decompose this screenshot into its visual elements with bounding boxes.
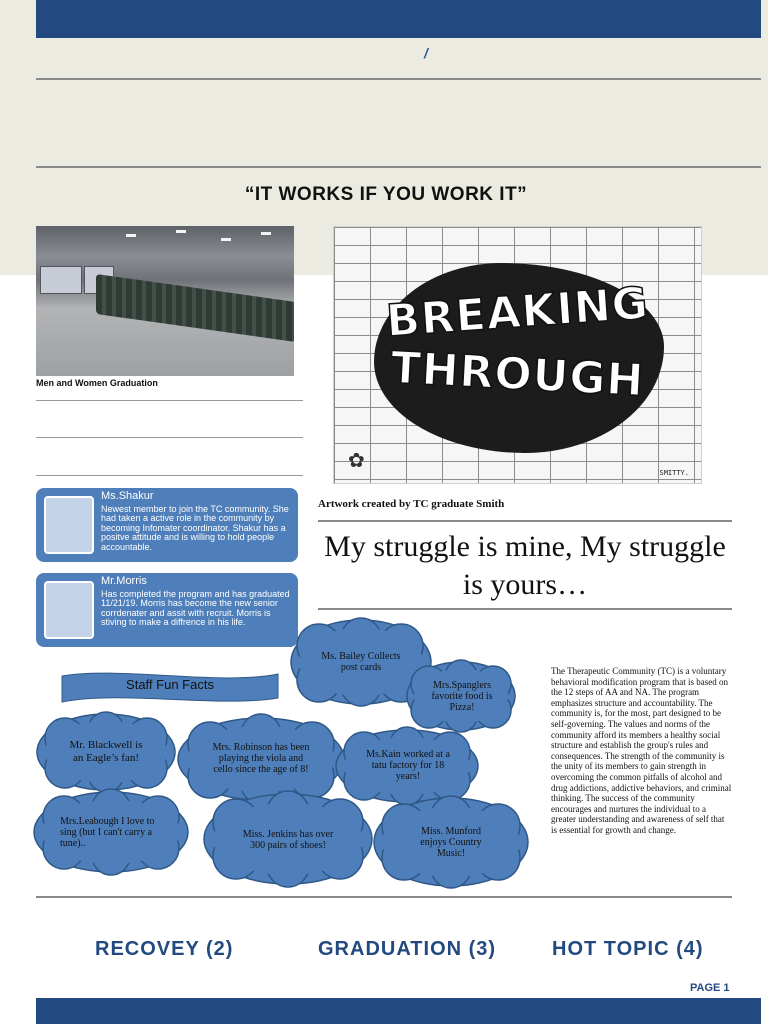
fun-fact-text: Mrs.Leabough I love to sing (but I can't carry a tune).. <box>60 815 155 849</box>
fun-fact-text: Mrs. Robinson has been playing the viola and cello since the age of 8! <box>212 741 310 775</box>
graduation-photo <box>36 226 294 376</box>
header-rule-bottom <box>36 166 761 168</box>
photo-rule-2 <box>36 437 303 438</box>
header-rule-top <box>36 78 761 80</box>
fun-fact-text: Miss. Jenkins has over 300 pairs of shoes! <box>242 829 334 851</box>
fun-fact-text: Ms.Kain worked at a tatu factory for 18 years! <box>366 748 450 782</box>
photo-rule-3 <box>36 475 303 476</box>
artwork-signature: SMITTY. <box>659 469 689 477</box>
staff-fun-facts-banner <box>60 668 280 704</box>
fun-fact-cloud <box>32 790 190 874</box>
artwork-word-bottom: THROUGH <box>389 342 646 407</box>
headline-rule-top <box>318 520 732 522</box>
fun-fact-cloud <box>405 660 517 732</box>
photo-caption: Men and Women Graduation <box>36 378 158 388</box>
profile-name: Mr.Morris <box>101 575 147 587</box>
profile-text: Has completed the program and has graduated 11/21/19. Morris has become the new senior corrdenater and assit with recruit. Morris is stiving to make a diffrence in his life. <box>101 589 290 628</box>
fun-fact-text: Ms. Bailey Collects post cards <box>321 651 401 673</box>
header-slash: / <box>424 45 428 61</box>
fun-fact-cloud <box>202 792 374 886</box>
bottom-color-bar <box>36 998 761 1024</box>
staff-fun-facts-title: Staff Fun Facts <box>126 677 214 692</box>
headline-rule-bottom <box>318 608 732 610</box>
breaking-through-artwork <box>333 226 702 484</box>
sections-rule <box>36 896 732 898</box>
profile-photo-placeholder <box>44 581 94 639</box>
fun-fact-cloud <box>372 796 530 888</box>
struggle-headline: My struggle is mine, My struggle is yours… <box>324 530 726 601</box>
artwork-word-top: BREAKING <box>384 277 651 348</box>
photo-rule-1 <box>36 400 303 401</box>
tc-description: The Therapeutic Community (TC) is a voluntary behavioral modification program that is based on the 12 steps of AA and NA. The program emphasizes structure and accountability. The community is, for the most, part designed to be self-governing. The values and norms of the community afford its members a healthy social structure and establish the group's rules and consequences. The strength of the community is the unity of its members to gain strength in overcoming the common pitfalls of alcohol and drug addictions, addictive behaviors, and criminal thinking. The success of the community encourages and nurtures the individual to a greater understanding and awareness of self that is essential for growth and change. <box>551 666 732 835</box>
flower-icon: ✿ <box>348 450 365 472</box>
fun-fact-text: Miss. Munford enjoys Country Music! <box>420 825 482 859</box>
fun-fact-text: Mrs.Spanglers favorite food is Pizza! <box>431 679 493 713</box>
fun-fact-text: Mr. Blackwell is an Eagle’s fan! <box>69 739 143 764</box>
profile-text: Newest member to join the TC community. She had taken a active role in the community by becoming Infomater coordinator. Shakur has a positve attitude and is willing to hold people accountable. <box>101 504 289 552</box>
section-link-hot-topic[interactable]: HOT TOPIC (4) <box>552 938 704 960</box>
fun-fact-cloud <box>35 712 178 792</box>
top-color-bar <box>36 0 761 38</box>
profile-photo-placeholder <box>44 496 94 554</box>
section-link-graduation[interactable]: GRADUATION (3) <box>318 938 497 960</box>
profile-card-morris <box>36 573 298 647</box>
page-number: PAGE 1 <box>690 982 730 994</box>
artwork-caption: Artwork created by TC graduate Smith <box>318 498 505 510</box>
motto-heading: “IT WORKS IF YOU WORK IT” <box>244 184 528 205</box>
section-link-recovery[interactable]: RECOVEY (2) <box>95 938 234 960</box>
fun-fact-cloud <box>176 716 346 802</box>
profile-card-shakur <box>36 488 298 562</box>
profile-name: Ms.Shakur <box>101 490 154 502</box>
